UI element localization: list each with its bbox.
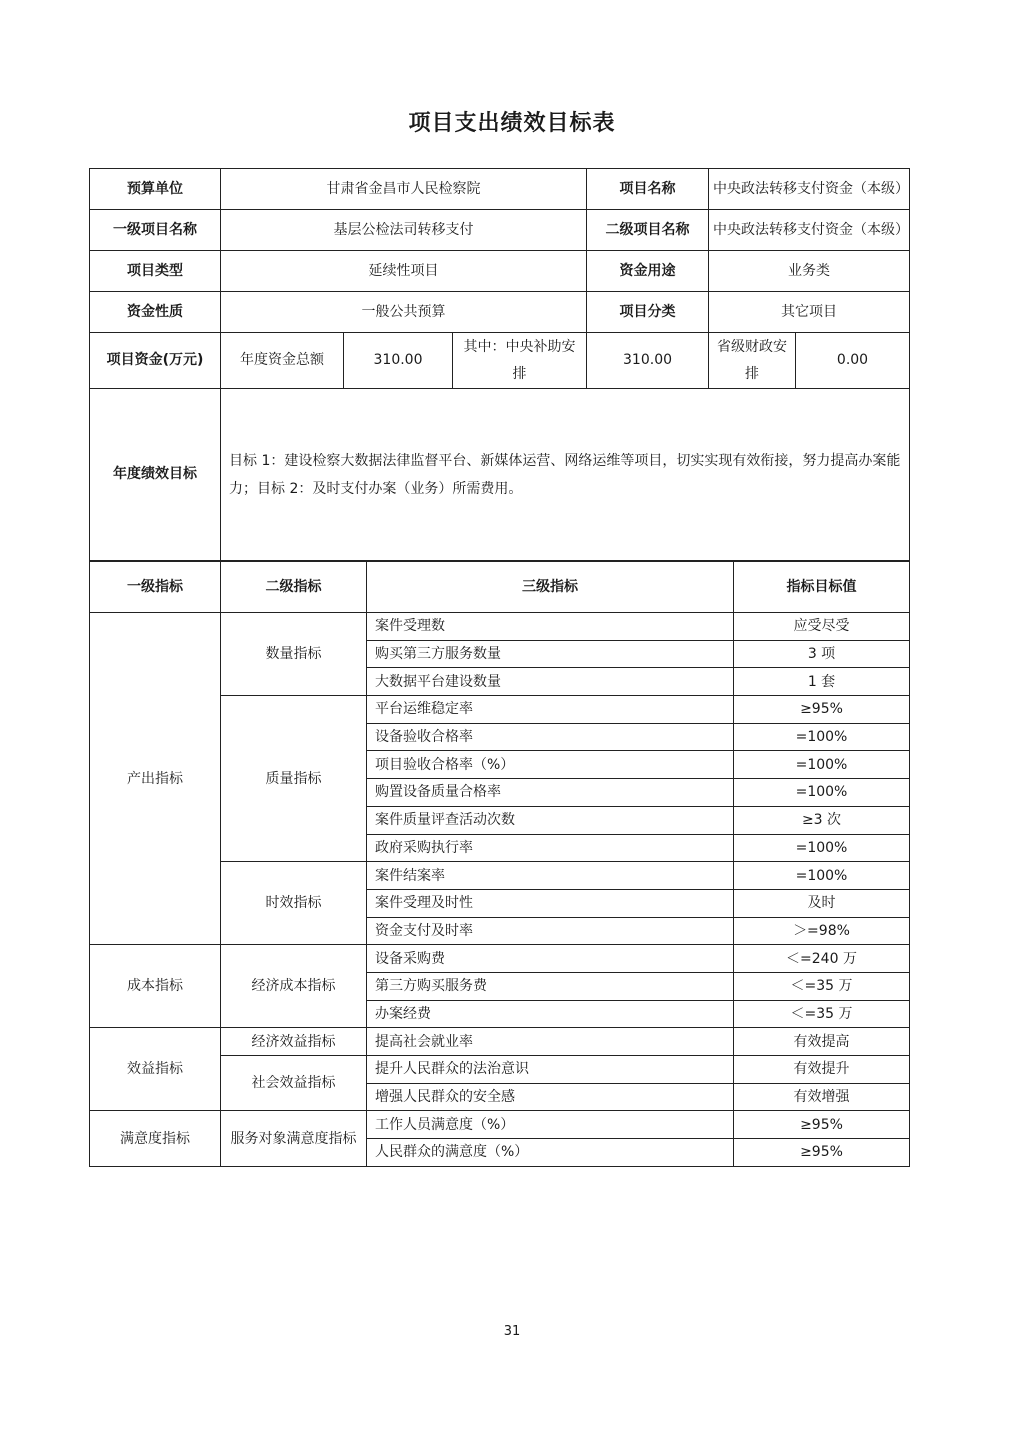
level3-indicator: 设备采购费 bbox=[367, 945, 734, 973]
level3-indicator: 案件受理及时性 bbox=[367, 889, 734, 917]
header-level1: 一级指标 bbox=[90, 562, 221, 613]
level2-indicator: 服务对象满意度指标 bbox=[221, 1111, 367, 1166]
level3-indicator: 办案经费 bbox=[367, 1000, 734, 1028]
level3-indicator: 大数据平台建设数量 bbox=[367, 668, 734, 696]
row-project-type bbox=[90, 251, 910, 292]
level2-indicator: 时效指标 bbox=[221, 862, 367, 945]
level3-indicator: 第三方购买服务费 bbox=[367, 972, 734, 1000]
indicator-target-value: 有效增强 bbox=[734, 1083, 910, 1111]
funds-total-value: 310.00 bbox=[344, 333, 453, 389]
level3-indicator: 项目验收合格率（%） bbox=[367, 751, 734, 779]
level3-indicator: 设备验收合格率 bbox=[367, 723, 734, 751]
indicator-target-value: =100% bbox=[734, 723, 910, 751]
indicator-target-value: 应受尽受 bbox=[734, 613, 910, 641]
level3-indicator: 提高社会就业率 bbox=[367, 1028, 734, 1056]
indicator-row bbox=[90, 1028, 910, 1056]
level1-indicator: 满意度指标 bbox=[90, 1111, 221, 1166]
level3-indicator: 案件质量评查活动次数 bbox=[367, 806, 734, 834]
indicator-target-value: ≥95% bbox=[734, 696, 910, 724]
fund-nature-label: 资金性质 bbox=[90, 292, 221, 333]
level3-indicator: 政府采购执行率 bbox=[367, 834, 734, 862]
indicator-row bbox=[90, 945, 910, 973]
fund-use-label: 资金用途 bbox=[587, 251, 709, 292]
indicator-target-value: =100% bbox=[734, 862, 910, 890]
level2-indicator: 经济效益指标 bbox=[221, 1028, 367, 1056]
level2-name-value: 中央政法转移支付资金（本级） bbox=[709, 210, 910, 251]
indicator-row bbox=[90, 613, 910, 641]
indicator-target-value: =100% bbox=[734, 834, 910, 862]
indicator-row bbox=[90, 1111, 910, 1139]
level2-indicator: 社会效益指标 bbox=[221, 1056, 367, 1111]
funds-label: 项目资金(万元) bbox=[90, 333, 221, 389]
indicator-target-value: 有效提升 bbox=[734, 1056, 910, 1084]
indicator-target-value: 及时 bbox=[734, 889, 910, 917]
header-level3: 三级指标 bbox=[367, 562, 734, 613]
indicator-target-value: 1 套 bbox=[734, 668, 910, 696]
indicator-target-value: ≥3 次 bbox=[734, 806, 910, 834]
indicator-target-value: =100% bbox=[734, 779, 910, 807]
indicator-target-value: ≥95% bbox=[734, 1111, 910, 1139]
row-fund-nature bbox=[90, 292, 910, 333]
level1-indicator: 产出指标 bbox=[90, 613, 221, 945]
indicator-target-value: 有效提高 bbox=[734, 1028, 910, 1056]
level3-indicator: 工作人员满意度（%） bbox=[367, 1111, 734, 1139]
indicator-target-value: ≥95% bbox=[734, 1139, 910, 1167]
project-info-table bbox=[89, 168, 910, 561]
level3-indicator: 案件结案率 bbox=[367, 862, 734, 890]
level1-name-label: 一级项目名称 bbox=[90, 210, 221, 251]
level3-indicator: 增强人民群众的安全感 bbox=[367, 1083, 734, 1111]
indicator-target-value: ＜=35 万 bbox=[734, 972, 910, 1000]
funds-central-value: 310.00 bbox=[587, 333, 709, 389]
funds-provincial-label: 省级财政安排 bbox=[709, 333, 796, 389]
indicator-target-value: ＜=35 万 bbox=[734, 1000, 910, 1028]
header-level2: 二级指标 bbox=[221, 562, 367, 613]
level2-name-label: 二级项目名称 bbox=[587, 210, 709, 251]
header-target: 指标目标值 bbox=[734, 562, 910, 613]
annual-goal-label: 年度绩效目标 bbox=[90, 389, 221, 561]
indicator-target-value: ＜=240 万 bbox=[734, 945, 910, 973]
level3-indicator: 人民群众的满意度（%） bbox=[367, 1139, 734, 1167]
project-name-value: 中央政法转移支付资金（本级） bbox=[709, 169, 910, 210]
level2-indicator: 质量指标 bbox=[221, 696, 367, 862]
fund-nature-value: 一般公共预算 bbox=[221, 292, 587, 333]
row-budget-unit bbox=[90, 169, 910, 210]
page-title: 项目支出绩效目标表 bbox=[408, 111, 616, 136]
level3-indicator: 购买第三方服务数量 bbox=[367, 640, 734, 668]
funds-provincial-value: 0.00 bbox=[796, 333, 910, 389]
page-number: 31 bbox=[503, 1324, 521, 1339]
level1-name-value: 基层公检法司转移支付 bbox=[221, 210, 587, 251]
indicators-table bbox=[89, 561, 910, 1167]
budget-unit-value: 甘肃省金昌市人民检察院 bbox=[221, 169, 587, 210]
row-project-funds bbox=[90, 333, 910, 389]
level3-indicator: 提升人民群众的法治意识 bbox=[367, 1056, 734, 1084]
budget-unit-label: 预算单位 bbox=[90, 169, 221, 210]
funds-total-label: 年度资金总额 bbox=[221, 333, 344, 389]
level3-indicator: 案件受理数 bbox=[367, 613, 734, 641]
level2-indicator: 经济成本指标 bbox=[221, 945, 367, 1028]
level1-indicator: 成本指标 bbox=[90, 945, 221, 1028]
indicator-target-value: ＞=98% bbox=[734, 917, 910, 945]
level3-indicator: 资金支付及时率 bbox=[367, 917, 734, 945]
project-category-value: 其它项目 bbox=[709, 292, 910, 333]
project-category-label: 项目分类 bbox=[587, 292, 709, 333]
level3-indicator: 平台运维稳定率 bbox=[367, 696, 734, 724]
indicator-target-value: =100% bbox=[734, 751, 910, 779]
level3-indicator: 购置设备质量合格率 bbox=[367, 779, 734, 807]
indicators-header-row bbox=[90, 562, 910, 613]
project-name-label: 项目名称 bbox=[587, 169, 709, 210]
row-annual-goal bbox=[90, 389, 910, 561]
project-type-value: 延续性项目 bbox=[221, 251, 587, 292]
indicator-target-value: 3 项 bbox=[734, 640, 910, 668]
fund-use-value: 业务类 bbox=[709, 251, 910, 292]
funds-central-label: 其中：中央补助安排 bbox=[453, 333, 587, 389]
level1-indicator: 效益指标 bbox=[90, 1028, 221, 1111]
project-type-label: 项目类型 bbox=[90, 251, 221, 292]
annual-goal-text: 目标 1：建设检察大数据法律监督平台、新媒体运营、网络运维等项目，切实实现有效衔接，努力提高办案能力；目标 2：及时支付办案（业务）所需费用。 bbox=[221, 389, 910, 561]
row-level1-name bbox=[90, 210, 910, 251]
level2-indicator: 数量指标 bbox=[221, 613, 367, 696]
